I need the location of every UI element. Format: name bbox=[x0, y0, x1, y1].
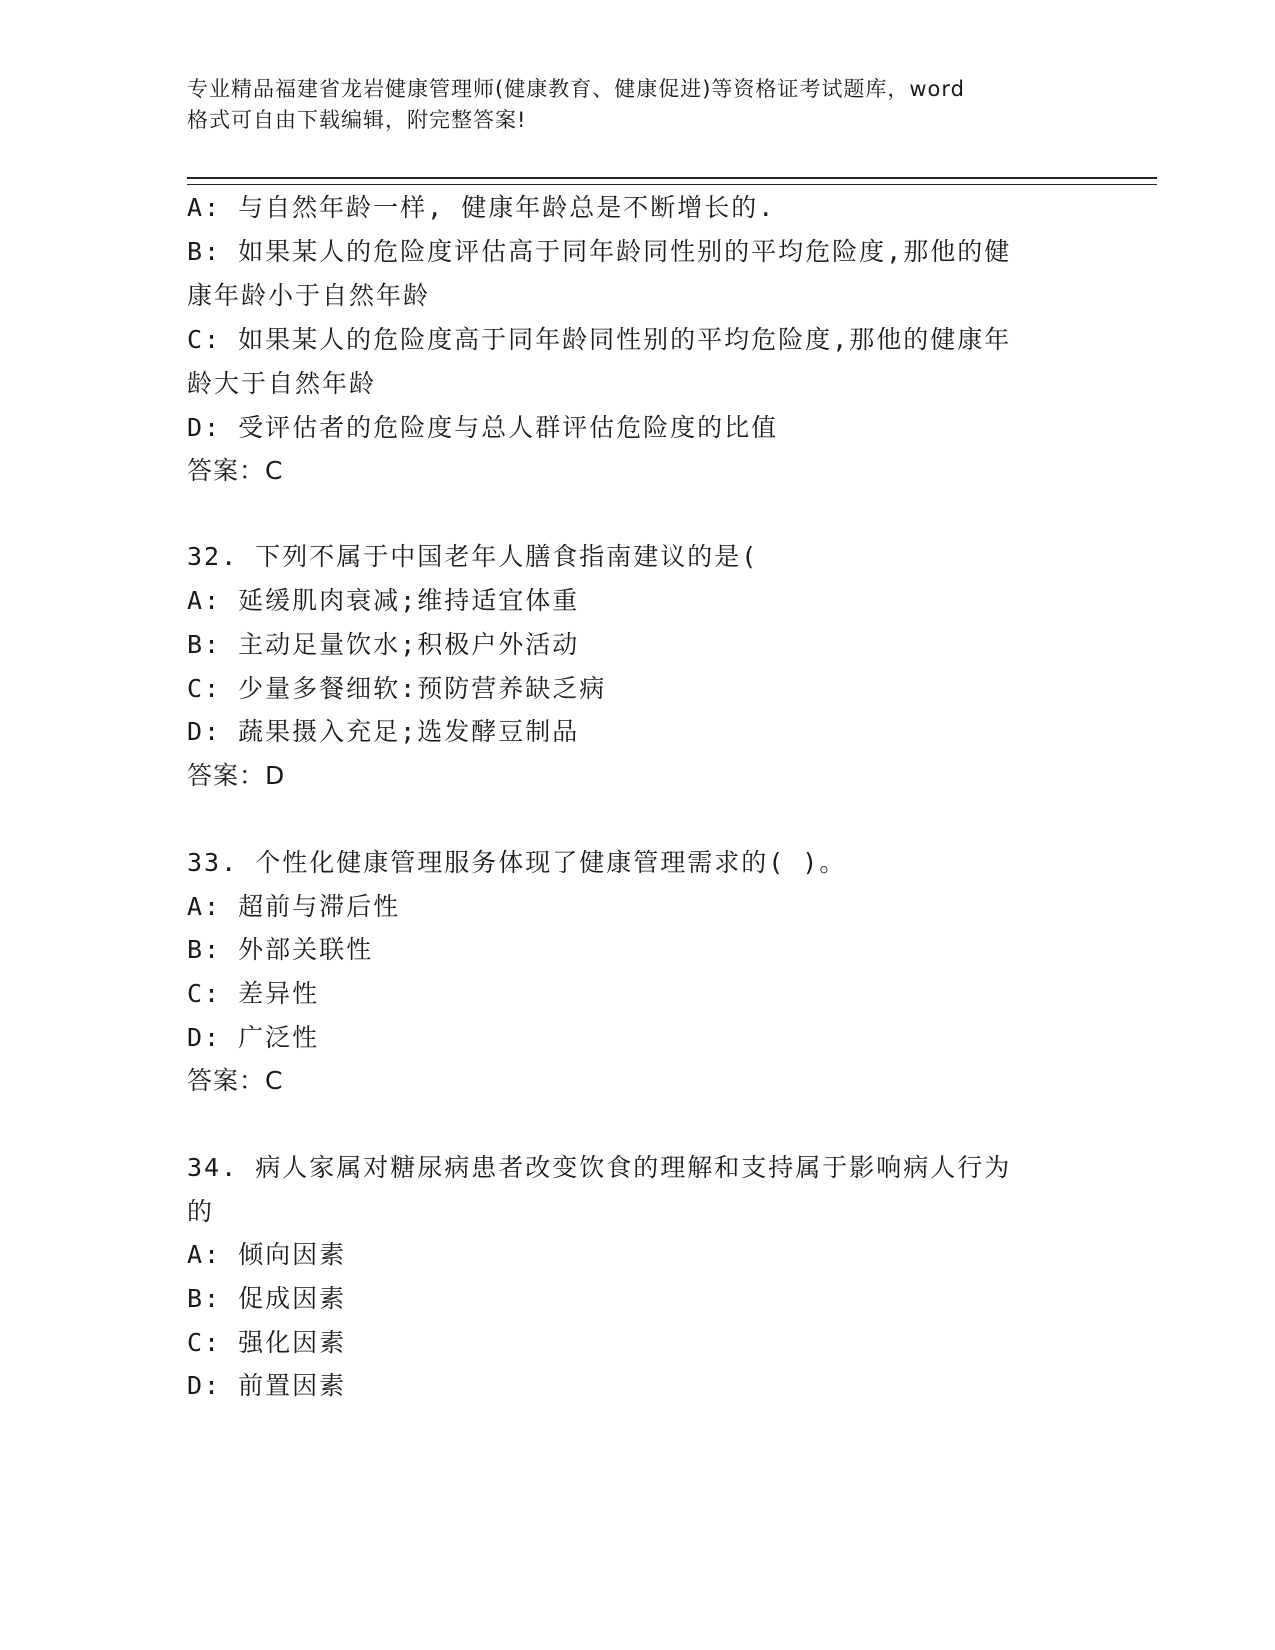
q31-option-b-cont: 康年龄小于自然年龄 bbox=[187, 281, 431, 310]
q32-question: 32. 下列不属于中国老年人膳食指南建议的是( bbox=[187, 542, 759, 571]
header-divider bbox=[187, 177, 1157, 185]
q31-option-b: B: 如果某人的危险度评估高于同年龄同性别的平均危险度,那他的健 bbox=[187, 237, 1012, 266]
q32-answer: 答案：D bbox=[187, 761, 286, 790]
q33-question: 33. 个性化健康管理服务体现了健康管理需求的( )。 bbox=[187, 848, 847, 877]
q32-option-c: C: 少量多餐细软:预防营养缺乏病 bbox=[187, 674, 607, 703]
q33-option-d: D: 广泛性 bbox=[187, 1023, 320, 1052]
q34-question-cont: 的 bbox=[187, 1197, 215, 1226]
q33-option-b: B: 外部关联性 bbox=[187, 935, 374, 964]
header-line-1: 专业精品福建省龙岩健康管理师(健康教育、健康促进)等资格证考试题库，word bbox=[187, 77, 966, 101]
q33-option-c: C: 差异性 bbox=[187, 979, 320, 1008]
q34-option-a: A: 倾向因素 bbox=[187, 1240, 347, 1269]
q31-option-a: A: 与自然年龄一样, 健康年龄总是不断增长的. bbox=[187, 193, 776, 222]
q34-option-d: D: 前置因素 bbox=[187, 1371, 347, 1400]
q33-option-a: A: 超前与滞后性 bbox=[187, 892, 401, 921]
q32-option-b: B: 主动足量饮水;积极户外活动 bbox=[187, 630, 580, 659]
q34-option-c: C: 强化因素 bbox=[187, 1328, 347, 1357]
q32-option-a: A: 延缓肌肉衰减;维持适宜体重 bbox=[187, 586, 580, 615]
header-line-2: 格式可自由下载编辑，附完整答案! bbox=[187, 108, 527, 132]
q33-answer: 答案：C bbox=[187, 1066, 284, 1095]
q32-option-d: D: 蔬果摄入充足;选发酵豆制品 bbox=[187, 717, 580, 746]
document-header bbox=[187, 74, 1067, 136]
q31-option-c: C: 如果某人的危险度高于同年龄同性别的平均危险度,那他的健康年 bbox=[187, 325, 1012, 354]
q31-option-c-cont: 龄大于自然年龄 bbox=[187, 369, 377, 398]
q31-option-d: D: 受评估者的危险度与总人群评估危险度的比值 bbox=[187, 413, 779, 442]
q34-question: 34. 病人家属对糖尿病患者改变饮食的理解和支持属于影响病人行为 bbox=[187, 1153, 1012, 1182]
q31-answer: 答案：C bbox=[187, 456, 284, 485]
q34-option-b: B: 促成因素 bbox=[187, 1284, 347, 1313]
